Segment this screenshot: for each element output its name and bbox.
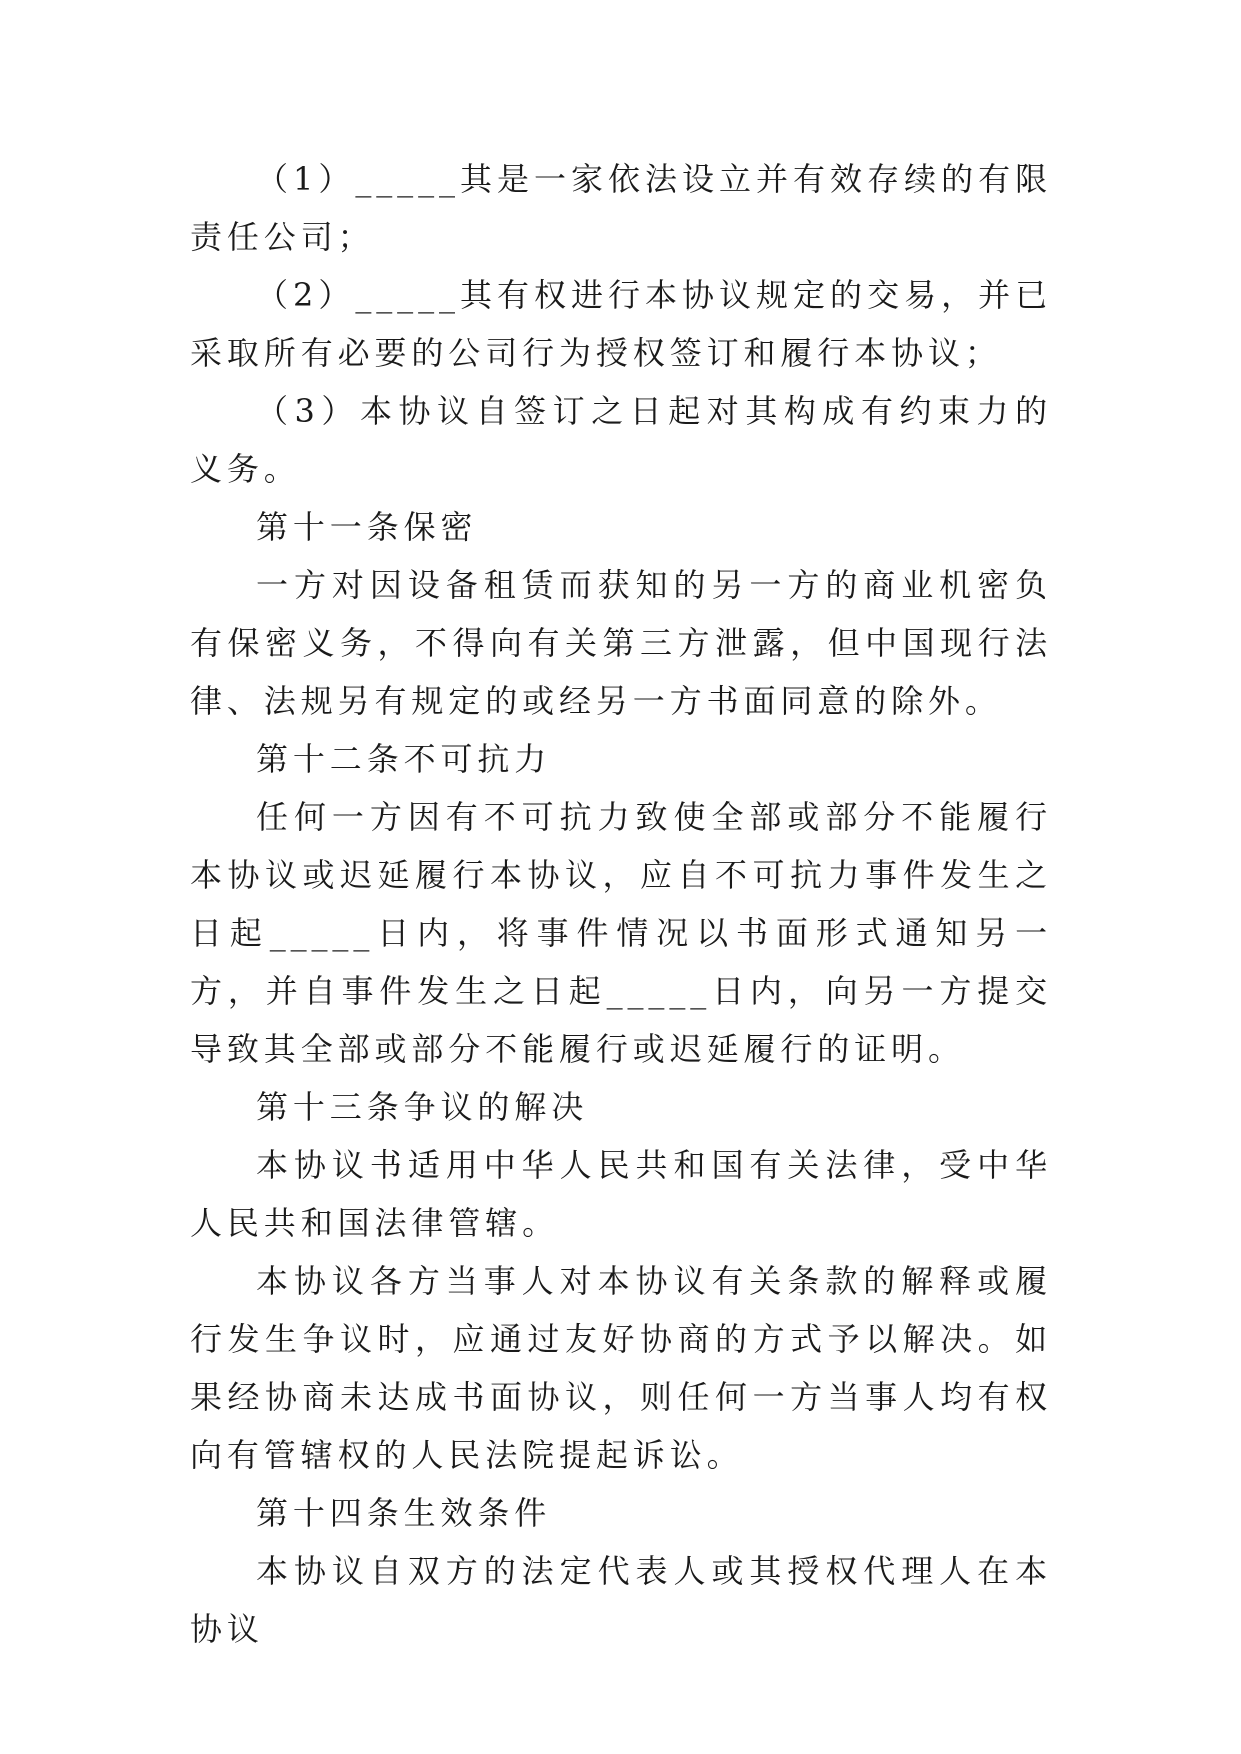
document-page [190, 150, 1052, 1658]
article-13-body-1: 本协议书适用中华人民共和国有关法律，受中华人民共和国法律管辖。 [190, 1146, 1052, 1242]
article-13-heading: 第十三条争议的解决 [256, 1088, 589, 1126]
article-12-heading: 第十二条不可抗力 [256, 740, 552, 778]
clause-2-paragraph: （2）_____其有权进行本协议规定的交易，并已采取所有必要的公司行为授权签订和履行本协议； [190, 276, 1052, 372]
clause-1-paragraph: （1）_____其是一家依法设立并有效存续的有限责任公司； [190, 160, 1052, 256]
article-14-heading: 第十四条生效条件 [256, 1494, 552, 1532]
article-13-body-2: 本协议各方当事人对本协议有关条款的解释或履行发生争议时，应通过友好协商的方式予以解决。如果经协商未达成书面协议，则任何一方当事人均有权向有管辖权的人民法院提起诉讼。 [190, 1262, 1052, 1474]
article-11-body: 一方对因设备租赁而获知的另一方的商业机密负有保密义务，不得向有关第三方泄露，但中国现行法律、法规另有规定的或经另一方书面同意的除外。 [190, 566, 1052, 720]
article-14-body: 本协议自双方的法定代表人或其授权代理人在本协议 [190, 1552, 1052, 1648]
clause-3-paragraph: （3）本协议自签订之日起对其构成有约束力的义务。 [190, 392, 1052, 488]
article-11-heading: 第十一条保密 [256, 508, 478, 546]
article-12-body: 任何一方因有不可抗力致使全部或部分不能履行本协议或迟延履行本协议，应自不可抗力事件发生之日起_____日内，将事件情况以书面形式通知另一方，并自事件发生之日起_____日内，向另一方提交导致其全部或部分不能履行或迟延履行的证明。 [190, 798, 1052, 1068]
